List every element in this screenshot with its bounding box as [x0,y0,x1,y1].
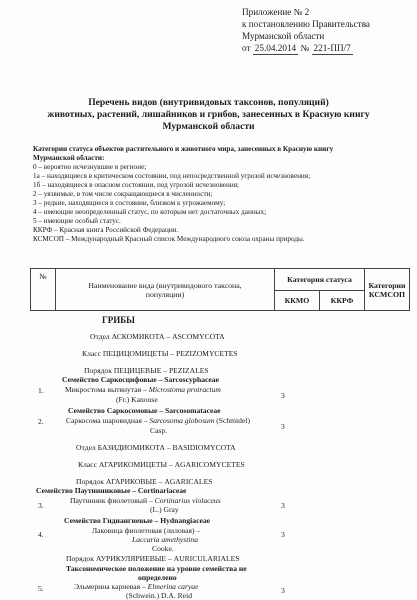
appendix-line-2: к постановлению Правительства [242,19,370,29]
header-ksmsop [365,269,410,311]
species-5-category: 3 [281,586,285,595]
family-sarcosomataceae: Семейство Саркосомовые – Sarcosomataceae [68,406,221,415]
species-2-latin: Sarcosoma globosum [149,416,215,425]
header-kkrf: ККРФ [320,290,365,310]
category-item: ККРФ – Красная книга Российской Федерации. [33,226,179,234]
species-2-name [66,416,250,425]
categories-heading-1: Категории статуса объектов растительного и животного мира, занесенных в Красную книгу [33,145,334,153]
title-line-3: Мурманской области [162,121,255,132]
category-item: КСМСОП – Международный Красный список Международного союза охраны природы. [33,235,305,243]
species-1-category: 3 [281,391,285,400]
species-2-ru: Саркосома шаровидная – [66,416,150,425]
species-5-name [74,582,198,591]
species-2-author: Casp. [150,426,168,435]
species-4-latin: Laccaria amethystina [132,535,199,544]
row-num-2: 2. [38,417,44,426]
category-item: 1б – находящиеся в опасном состоянии, под угрозой исчезновения; [33,181,239,189]
appendix-date-line [242,42,353,55]
header-ksmsop-line-1: Категории [368,280,406,290]
species-table-header [30,268,410,311]
order-auriculariales: Порядок АУРИКУЛЯРИЕВЫЕ – AURICULARIALES [66,554,240,563]
appendix-line-3: Мурманской области [242,31,325,41]
species-5-author: (Schwein.) D.A. Reid [126,591,193,600]
species-4-ru: Лаковица фиолетовая (лиловая) – [92,526,201,535]
header-kkmo: ККМО [275,290,320,310]
category-item: 5 – имеющие особый статус. [33,217,121,225]
appendix-date: 25.04.2014 [254,43,297,53]
appendix-line-1: Приложение № 2 [242,7,310,17]
category-item: 1а – находящиеся в критическом состоянии, под непосредственной угрозой исчезновения; [33,172,311,180]
taxonomy-note-1: Таксономическое положение на уровне семейства не [66,564,247,573]
species-3-ru: Паутинник фиолетовый – [70,496,155,505]
row-num-3: 3. [38,501,44,510]
row-num-5: 5. [38,584,44,593]
species-3-author: (L.) Gray [150,505,179,514]
header-name-line-1: Наименование вида (внутривидового таксона, [88,280,242,290]
row-num-4: 4. [38,530,44,539]
family-sarcoscyphaceae: Семейство Саркосцифовые – Sarcoscyphaceae [62,375,219,384]
category-item: 4 – имеющие неопределенный статус, по которым нет достаточных данных; [33,208,267,216]
species-3-category: 3 [281,501,285,510]
order-agaricales: Порядок АГАРИКОВЫЕ – AGARICALES [76,477,213,486]
taxonomy-note-2: определено [138,573,177,582]
species-3-name [70,496,221,505]
species-1-name [65,385,221,394]
species-3-latin: Cortinarius violaceus [154,496,221,505]
category-item: 0 – вероятно исчезнувшие в регионе; [33,163,147,171]
appendix-number: 221-ПП/7 [313,43,351,53]
header-ksmsop-line-2: КСМСОП [368,289,406,299]
categories-heading-2: Мурманской области: [33,154,105,162]
species-1-ru: Микростома вытянутая – [65,385,149,394]
division-ascomycota: Отдел АСКОМИКОТА – ASCOMYCOTA [90,332,225,341]
species-5-ru: Эльмерина кариевая – [74,582,148,591]
order-pezizales: Порядок ПЕЦИЦЕВЫЕ – PEZIZALES [84,366,209,375]
header-name [56,269,275,311]
title-line-1: Перечень видов (внутривидовых таксонов, популяций) [88,97,329,108]
species-4-category: 3 [281,530,285,539]
species-4-author: Cooke. [152,544,174,553]
class-pezizomycetes: Класс ПЕЦИЦОМИЦЕТЫ – PEZIZOMYCETES [82,349,238,358]
appendix-num-sign: № [300,43,310,53]
family-hydnangiaceae: Семейство Гиднангиевые – Hydnangiaceae [64,516,210,525]
species-5-latin: Elmerina caryae [147,582,199,591]
division-basidiomycota: Отдел БАЗИДИОМИКОТА – BASIDIOMYCOTA [76,443,236,452]
species-1-latin: Microstoma protractum [148,385,221,394]
header-name-line-2: популяции) [145,289,185,299]
category-item: 3 – редкие, находящиеся в состоянии, близком к угрожаемому; [33,199,226,207]
section-title: ГРИБЫ [102,315,136,325]
row-num-1: 1. [38,386,44,395]
species-2-category: 3 [281,422,285,431]
appendix-from: от [242,43,251,53]
species-1-author: (Fr.) Kanouse [116,395,158,404]
class-agaricomycetes: Класс АГАРИКОМИЦЕТЫ – AGARICOMYCETES [78,460,245,469]
title-line-2: животных, растений, лишайников и грибов, занесенных в Красную книгу [47,109,370,120]
species-2-author-a: (Schmidel) [214,416,250,425]
category-item: 2 – уязвимые, в том числе сокращающиеся в численности; [33,190,213,198]
family-cortinariaceae: Семейство Паутинниковые – Cortinariaceae [36,486,187,495]
header-num: № [31,269,56,311]
header-status: Категория статуса [275,269,365,291]
